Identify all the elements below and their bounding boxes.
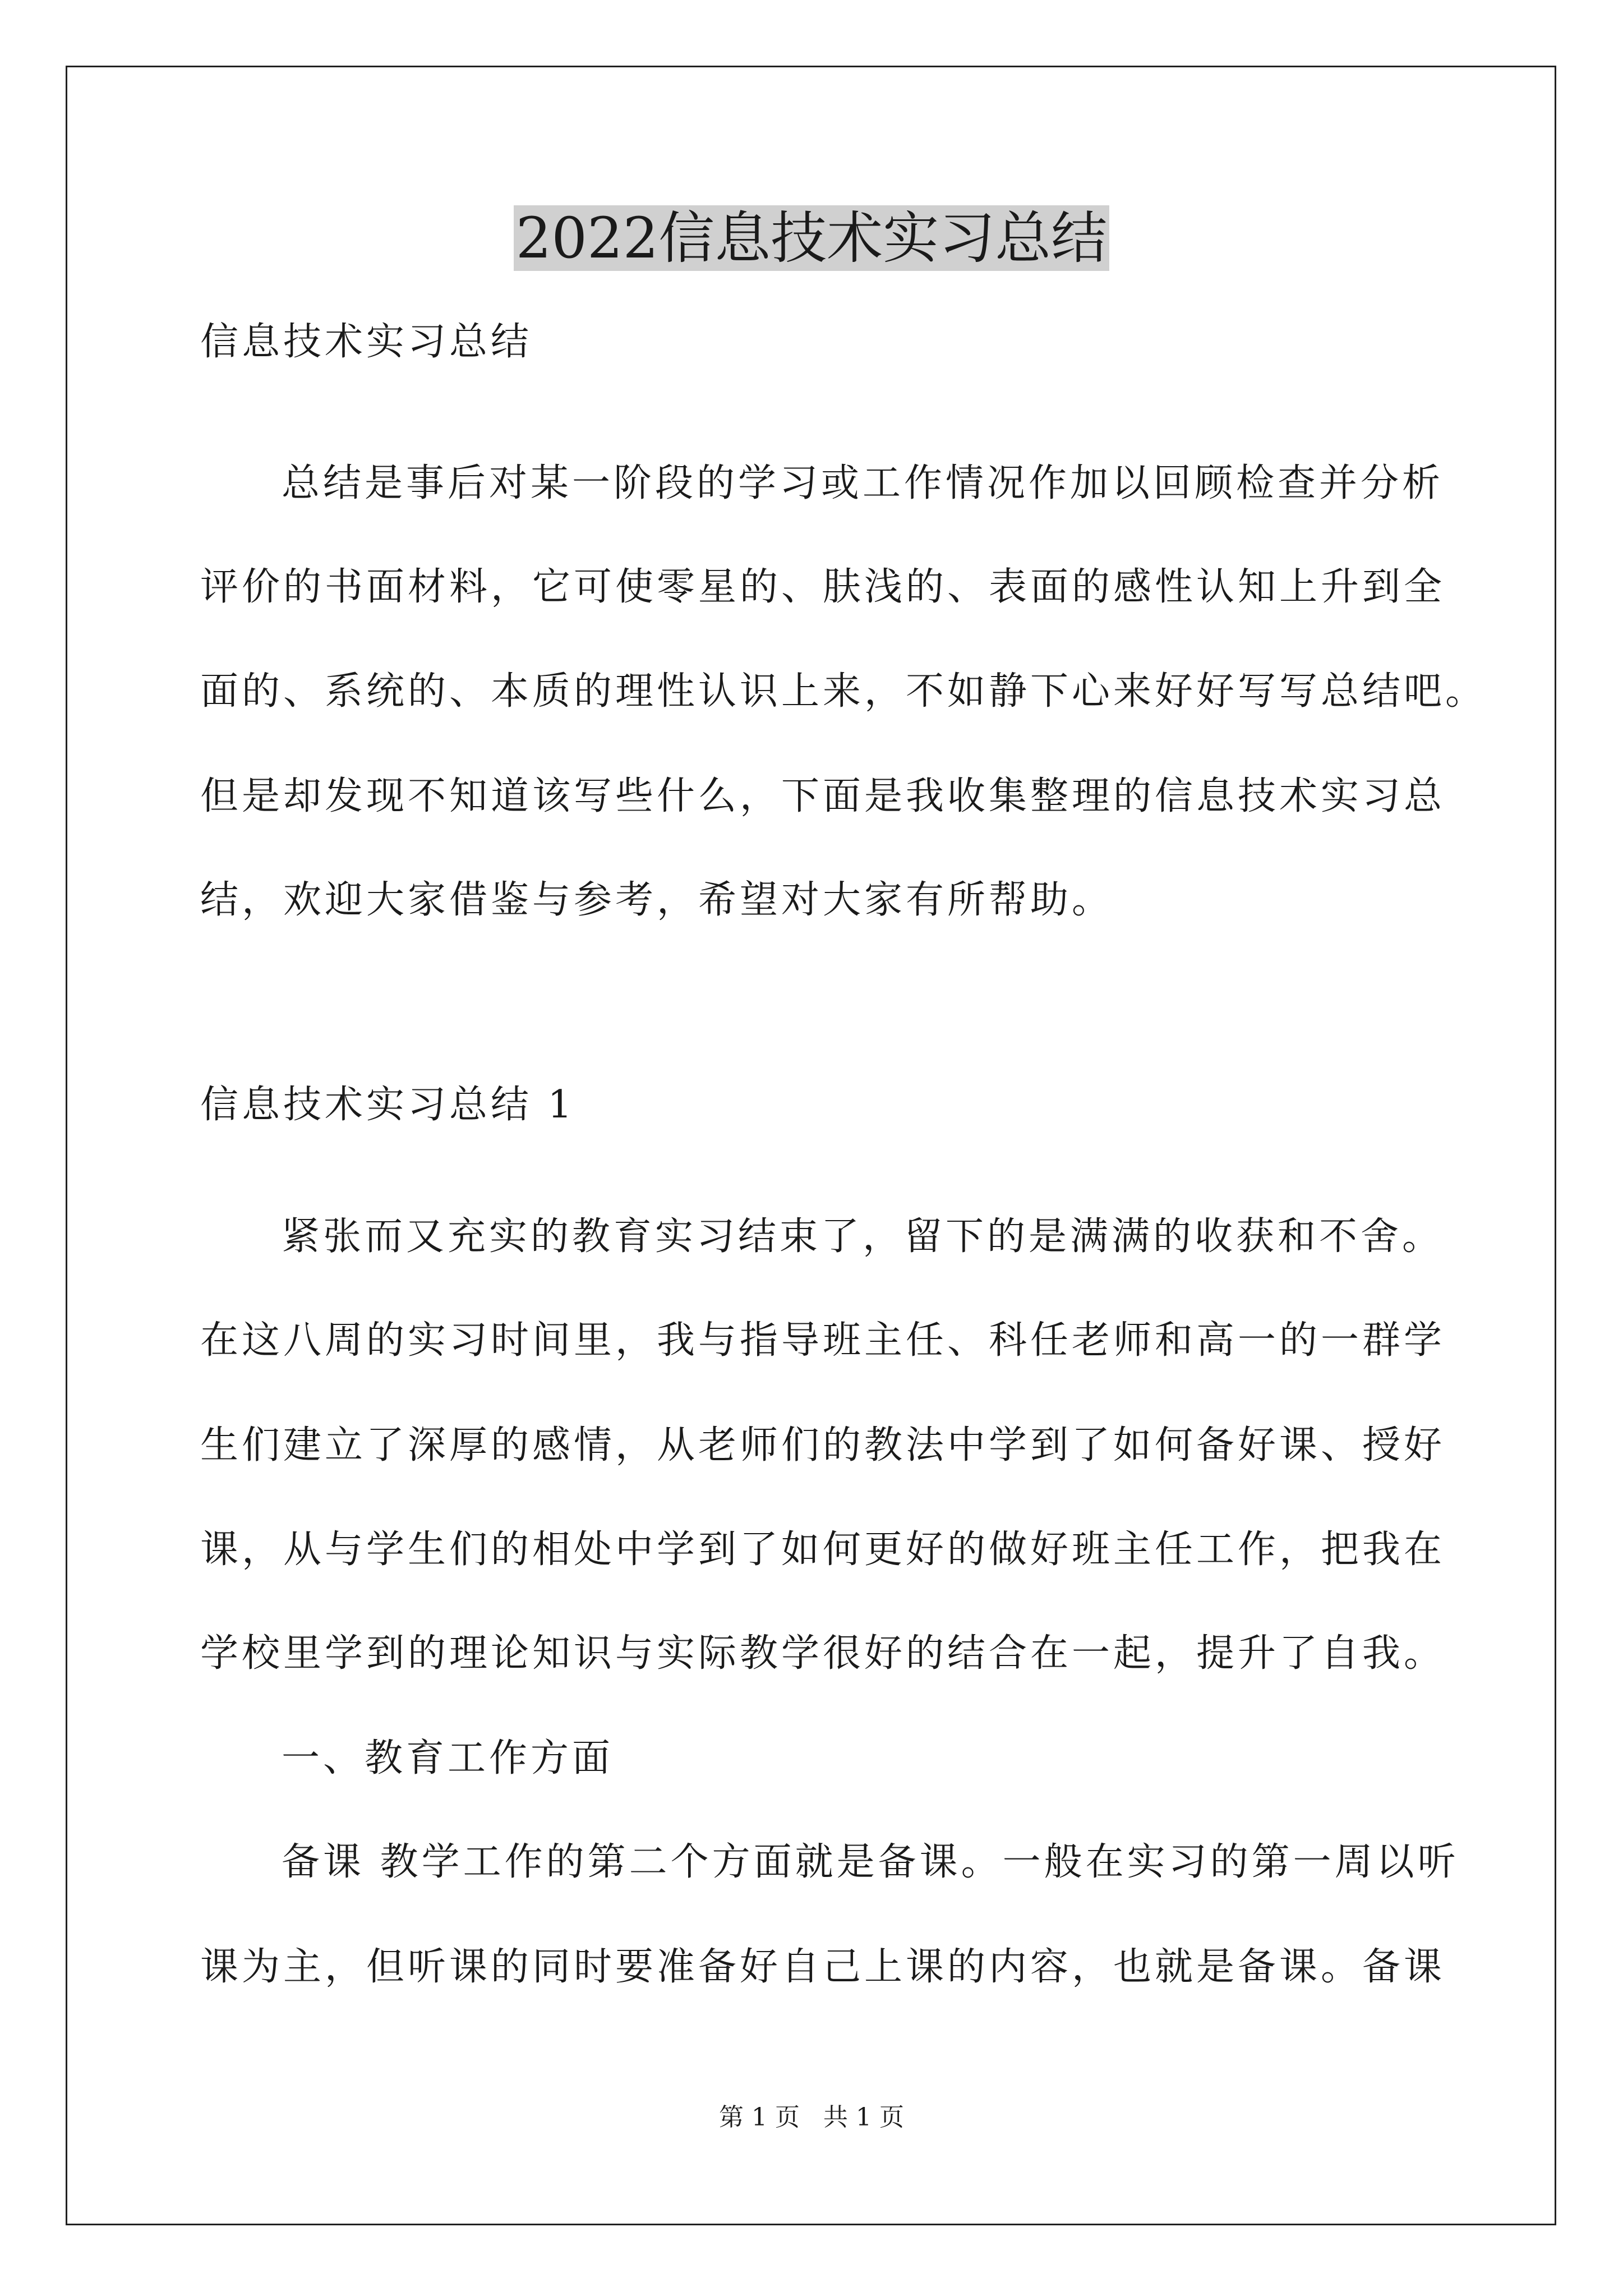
body-line: 课为主，但听课的同时要准备好自己上课的内容，也就是备课。备课 — [200, 1945, 1446, 1989]
intro-line: 结，欢迎大家借鉴与参考，希望对大家有所帮助。 — [200, 878, 1114, 922]
section-heading: 信息技术实习总结 1 — [200, 1083, 575, 1127]
intro-line: 但是却发现不知道该写些什么，下面是我收集整理的信息技术实习总 — [200, 774, 1446, 818]
section-line: 生们建立了深厚的感情，从老师们的教法中学到了如何备好课、授好 — [200, 1423, 1446, 1467]
subheading: 一、教育工作方面 — [282, 1736, 614, 1780]
subtitle: 信息技术实习总结 — [200, 320, 533, 364]
section-line: 紧张而又充实的教育实习结束了，留下的是满满的收获和不舍。 — [282, 1214, 1444, 1259]
section-line: 在这八周的实习时间里，我与指导班主任、科任老师和高一的一群学 — [200, 1318, 1446, 1363]
body-line: 备课 教学工作的第二个方面就是备课。一般在实习的第一周以听 — [282, 1840, 1459, 1884]
document-title: 2022信息技术实习总结 — [0, 199, 1623, 278]
section-line: 课，从与学生们的相处中学到了如何更好的做好班主任工作，把我在 — [200, 1527, 1446, 1572]
intro-line: 总结是事后对某一阶段的学习或工作情况作加以回顾检查并分析 — [282, 461, 1444, 505]
page-border — [66, 66, 1556, 2225]
section-line: 学校里学到的理论知识与实际教学很好的结合在一起，提升了自我。 — [200, 1631, 1446, 1676]
intro-line: 面的、系统的、本质的理性认识上来，不如静下心来好好写写总结吧。 — [200, 669, 1487, 714]
intro-line: 评价的书面材料，它可使零星的、肤浅的、表面的感性认知上升到全 — [200, 565, 1446, 609]
page-footer: 第 1 页 共 1 页 — [719, 2103, 904, 2132]
